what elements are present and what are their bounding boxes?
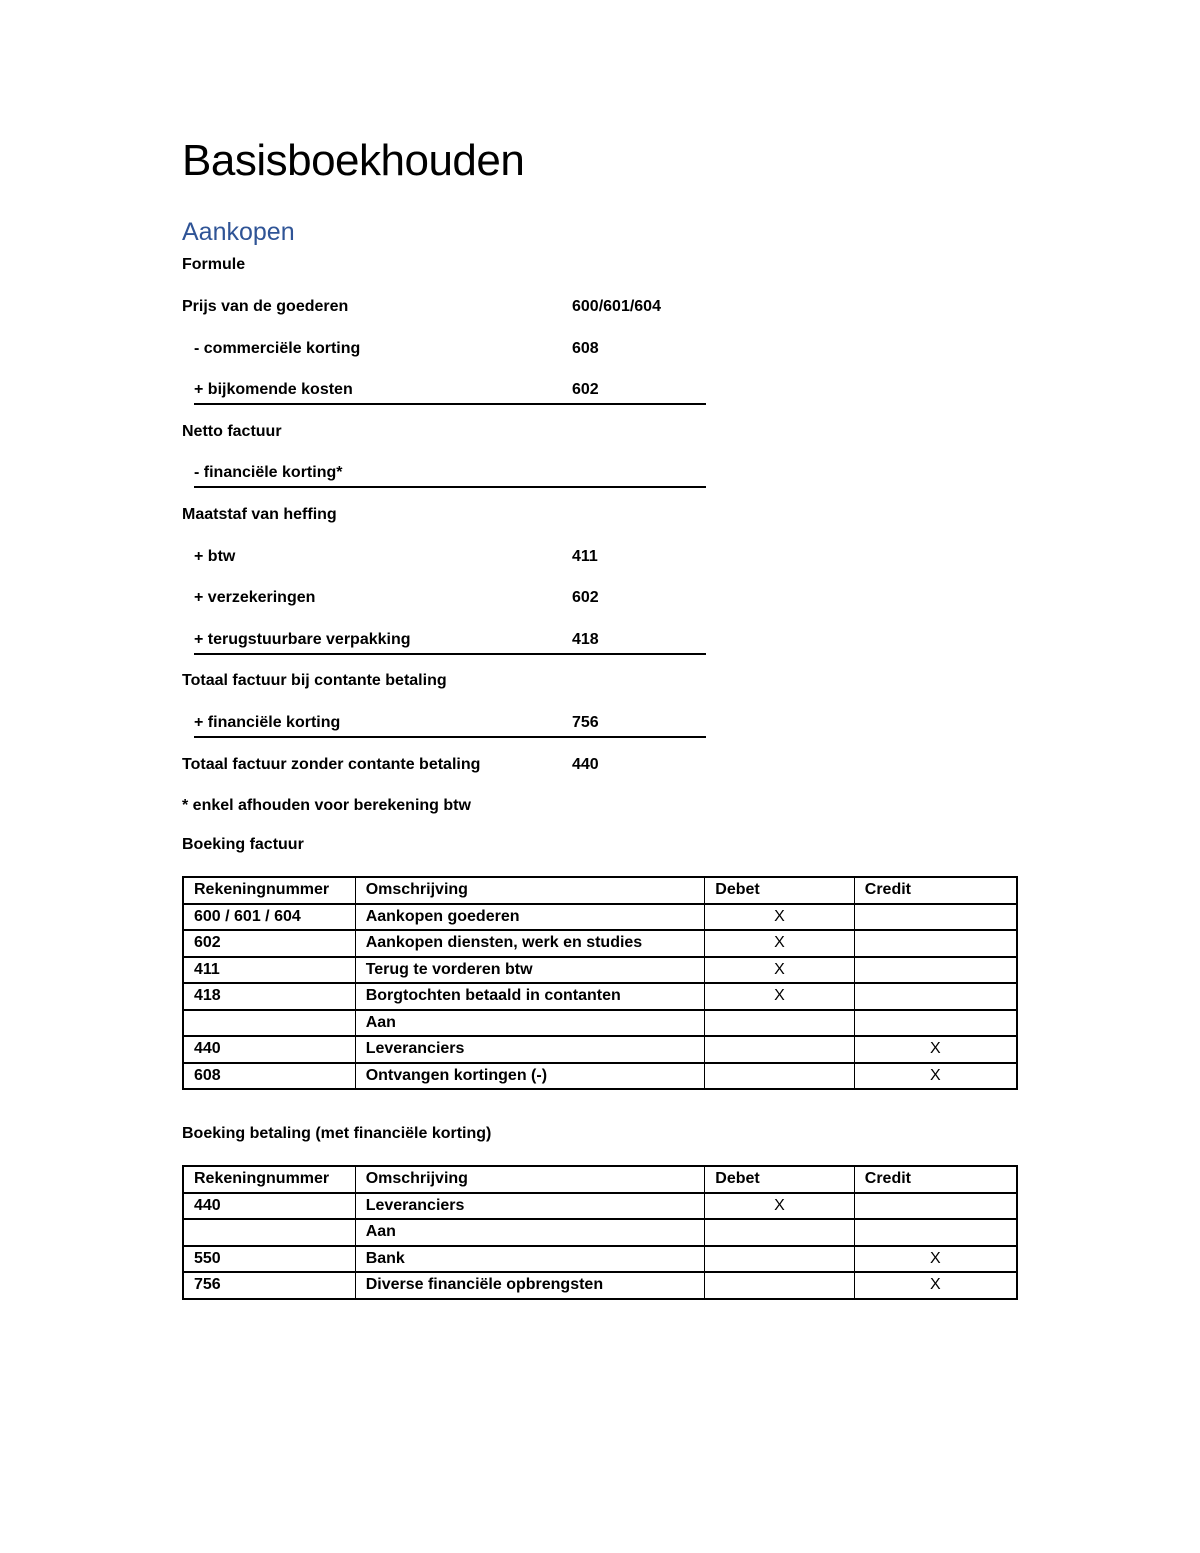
table-cell: 550 bbox=[183, 1246, 355, 1273]
table-cell-mark: X bbox=[705, 957, 855, 984]
table-cell: Aan bbox=[355, 1010, 705, 1037]
table-row bbox=[183, 1063, 1017, 1090]
formula-row bbox=[182, 373, 706, 415]
formula-label: Totaal factuur bij contante betaling bbox=[182, 672, 447, 690]
formula-label: Maatstaf van heffing bbox=[182, 505, 337, 523]
column-header: Debet bbox=[705, 877, 855, 904]
table-row bbox=[183, 1036, 1017, 1063]
table-cell: Borgtochten betaald in contanten bbox=[355, 983, 705, 1010]
table-cell-mark bbox=[705, 1010, 855, 1037]
formula-account-code: 602 bbox=[572, 381, 599, 399]
formula-label: + financiële korting bbox=[194, 713, 341, 731]
table-cell-mark: X bbox=[705, 930, 855, 957]
formula-row bbox=[182, 623, 706, 665]
table-cell: Leveranciers bbox=[355, 1193, 705, 1220]
formula-label: * enkel afhouden voor berekening btw bbox=[182, 797, 471, 815]
column-header: Credit bbox=[854, 877, 1017, 904]
formula-account-code: 600/601/604 bbox=[572, 298, 661, 315]
table-row bbox=[183, 1219, 1017, 1246]
boeking-factuur-table bbox=[182, 876, 1018, 1090]
formula-row bbox=[182, 456, 706, 498]
formula-label: + terugstuurbare verpakking bbox=[194, 630, 411, 648]
formula-row bbox=[182, 748, 706, 790]
table-cell: Terug te vorderen btw bbox=[355, 957, 705, 984]
formula-row bbox=[182, 290, 706, 332]
table-cell-mark bbox=[705, 1246, 855, 1273]
boeking-betaling-table bbox=[182, 1165, 1018, 1300]
formula-list bbox=[182, 290, 706, 831]
formula-label: Prijs van de goederen bbox=[182, 298, 349, 315]
table-cell bbox=[183, 1010, 355, 1037]
table-cell-mark: X bbox=[854, 1036, 1017, 1063]
formula-account-code: 608 bbox=[572, 339, 599, 357]
table-header-row bbox=[183, 1166, 1017, 1193]
formula-row bbox=[182, 789, 706, 831]
table-cell: Ontvangen kortingen (-) bbox=[355, 1063, 705, 1090]
column-header: Rekeningnummer bbox=[183, 877, 355, 904]
column-header: Omschrijving bbox=[355, 1166, 705, 1193]
formula-label: - financiële korting* bbox=[194, 464, 343, 482]
formula-row bbox=[182, 706, 706, 748]
table-cell-mark: X bbox=[705, 1193, 855, 1220]
table-row bbox=[183, 957, 1017, 984]
table-cell: Bank bbox=[355, 1246, 705, 1273]
table-row bbox=[183, 1272, 1017, 1299]
table-row bbox=[183, 983, 1017, 1010]
table-cell-mark bbox=[705, 1036, 855, 1063]
table-cell-mark: X bbox=[854, 1246, 1017, 1273]
formula-row bbox=[182, 664, 706, 706]
table-row bbox=[183, 1246, 1017, 1273]
table-cell-mark bbox=[854, 983, 1017, 1010]
formula-account-code: 418 bbox=[572, 630, 599, 648]
formula-account-code: 440 bbox=[572, 755, 599, 773]
formula-row bbox=[182, 540, 706, 582]
formula-row bbox=[182, 415, 706, 457]
table-cell: 440 bbox=[183, 1036, 355, 1063]
boeking-factuur-heading: Boeking factuur bbox=[182, 836, 304, 853]
formula-account-code: 602 bbox=[572, 589, 599, 607]
table-cell: 440 bbox=[183, 1193, 355, 1220]
formula-label: + btw bbox=[194, 547, 236, 565]
formula-label: Totaal factuur zonder contante betaling bbox=[182, 755, 481, 773]
formula-row bbox=[182, 332, 706, 374]
table-row bbox=[183, 1010, 1017, 1037]
formula-account-code: 756 bbox=[572, 713, 599, 731]
table-row bbox=[183, 1193, 1017, 1220]
formula-label: + bijkomende kosten bbox=[194, 381, 353, 399]
formula-label: - commerciële korting bbox=[194, 339, 361, 357]
table-cell-mark: X bbox=[854, 1272, 1017, 1299]
table-cell-mark bbox=[854, 904, 1017, 931]
column-header: Rekeningnummer bbox=[183, 1166, 355, 1193]
table-cell: Aankopen diensten, werk en studies bbox=[355, 930, 705, 957]
formula-label: + verzekeringen bbox=[194, 589, 316, 607]
table-cell-mark: X bbox=[705, 983, 855, 1010]
table-cell-mark: X bbox=[705, 904, 855, 931]
table-cell: 600 / 601 / 604 bbox=[183, 904, 355, 931]
table-cell: Aankopen goederen bbox=[355, 904, 705, 931]
table-cell-mark bbox=[705, 1063, 855, 1090]
table-row bbox=[183, 904, 1017, 931]
table-cell-mark bbox=[854, 1219, 1017, 1246]
table-cell-mark bbox=[705, 1219, 855, 1246]
table-cell: 608 bbox=[183, 1063, 355, 1090]
formule-label: Formule bbox=[182, 256, 246, 273]
table-cell: 411 bbox=[183, 957, 355, 984]
table-cell: Leveranciers bbox=[355, 1036, 705, 1063]
column-header: Credit bbox=[854, 1166, 1017, 1193]
table-cell: Aan bbox=[355, 1219, 705, 1246]
section-title-aankopen: Aankopen bbox=[182, 218, 295, 246]
table-cell-mark bbox=[705, 1272, 855, 1299]
table-cell: Diverse financiële opbrengsten bbox=[355, 1272, 705, 1299]
table-cell-mark bbox=[854, 930, 1017, 957]
formula-row bbox=[182, 581, 706, 623]
table-cell bbox=[183, 1219, 355, 1246]
column-header: Debet bbox=[705, 1166, 855, 1193]
formula-row bbox=[182, 498, 706, 540]
table-cell-mark: X bbox=[854, 1063, 1017, 1090]
column-header: Omschrijving bbox=[355, 877, 705, 904]
document-title: Basisboekhouden bbox=[182, 136, 525, 185]
table-cell-mark bbox=[854, 957, 1017, 984]
table-row bbox=[183, 930, 1017, 957]
table-header-row bbox=[183, 877, 1017, 904]
table-cell-mark bbox=[854, 1193, 1017, 1220]
table-cell: 756 bbox=[183, 1272, 355, 1299]
formula-account-code: 411 bbox=[572, 547, 598, 565]
formula-label: Netto factuur bbox=[182, 422, 282, 440]
table-cell-mark bbox=[854, 1010, 1017, 1037]
table-cell: 602 bbox=[183, 930, 355, 957]
boeking-betaling-heading: Boeking betaling (met financiële korting) bbox=[182, 1125, 492, 1142]
table-cell: 418 bbox=[183, 983, 355, 1010]
